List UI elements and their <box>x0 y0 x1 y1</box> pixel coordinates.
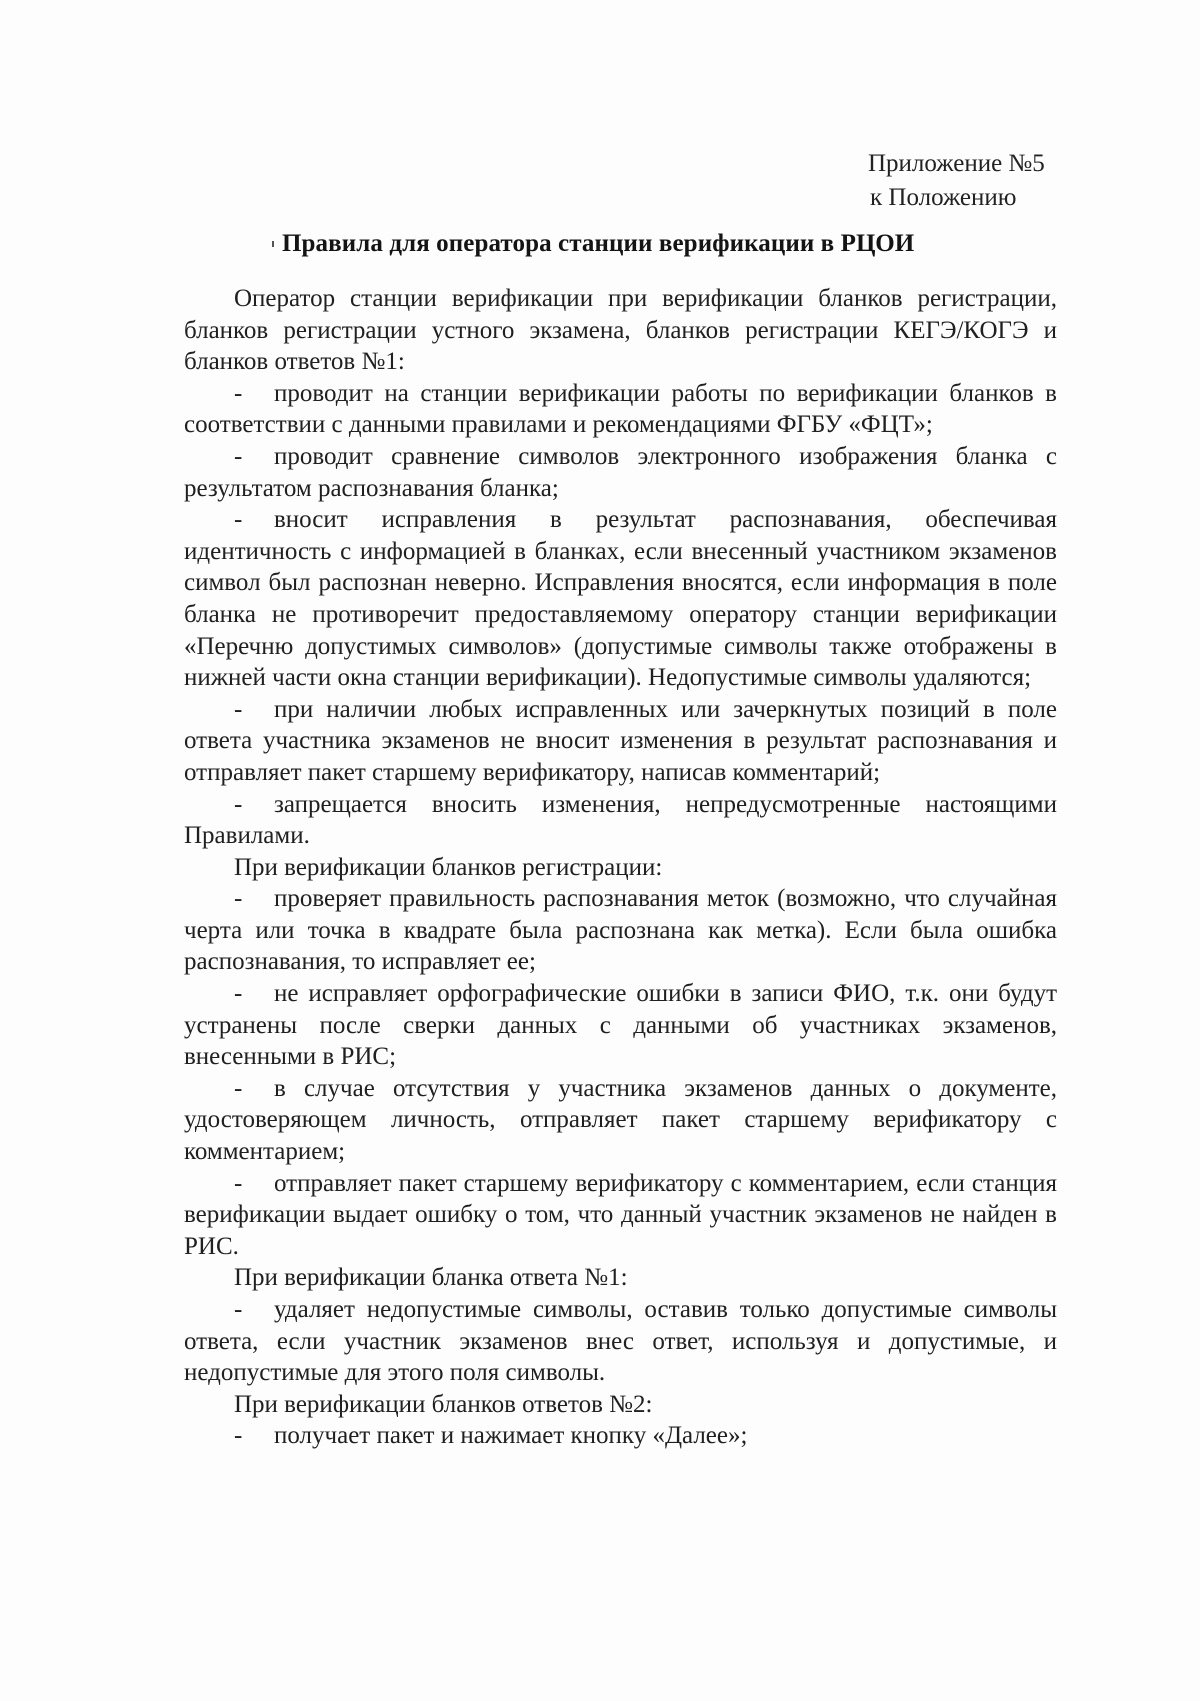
scan-mark <box>272 241 274 247</box>
list-item <box>184 1420 1057 1452</box>
list-item <box>184 378 1057 441</box>
list-item-text: запрещается вносить изменения, непредусмотренные настоящими Правилами. <box>184 790 1057 850</box>
list-item-text: проводит сравнение символов электронного изображения бланка с результатом распознавания бланка; <box>184 442 1057 502</box>
dash-marker: - <box>234 379 243 407</box>
registration-heading: При верификации бланков регистрации: <box>234 853 663 881</box>
dash-marker: - <box>234 980 243 1008</box>
document-title: Правила для оператора станции верификации в РЦОИ <box>282 230 915 257</box>
list-item-text: в случае отсутствия у участника экзаменов данных о документе, удостоверяющем личность, отправляет пакет старшему верификатору с комментарием; <box>184 1074 1057 1166</box>
dash-marker: - <box>234 695 243 723</box>
dash-marker: - <box>234 885 243 913</box>
dash-marker: - <box>234 442 243 470</box>
dash-marker: - <box>234 790 243 818</box>
intro-paragraph: Оператор станции верификации при верификации бланков регистрации, бланков регистрации устного экзамена, бланков регистрации КЕГЭ/КОГЭ и бланков ответов №1: <box>184 285 1057 376</box>
dash-marker: - <box>234 506 243 534</box>
list-item-text: получает пакет и нажимает кнопку «Далее»; <box>274 1422 748 1450</box>
list-item <box>184 978 1057 1073</box>
list-item <box>184 504 1057 694</box>
dash-marker: - <box>234 1296 243 1323</box>
dash-marker: - <box>234 1074 243 1102</box>
answer1-heading: При верификации бланка ответа №1: <box>234 1264 628 1292</box>
list-item-text: вносит исправления в результат распознавания, обеспечивая идентичность с информацией в бланках, если внесенный участником экзаменов символ был распознан неверно. Исправления вносятся, если информация в поле бланка не противоречит предоставляемому оператору станции верификации «Перечню допустимых символов» (допустимые символы также отображены в нижней части окна станции верификации). Недопустимые символы удаляются; <box>184 506 1057 692</box>
list-item-text: проводит на станции верификации работы по верификации бланков в соответствии с данными правилами и рекомендациями ФГБУ «ФЦТ»; <box>184 379 1057 439</box>
list-item-text: отправляет пакет старшему верификатору с комментарием, если станция верификации выдает ошибку о том, что данный участник экзаменов не найден в РИС. <box>184 1169 1057 1260</box>
list-item-text: не исправляет орфографические ошибки в записи ФИО, т.к. они будут устранены после сверки данных с данными об участниках экзаменов, внесенными в РИС; <box>184 980 1057 1071</box>
list-item <box>184 1294 1057 1389</box>
list-item <box>184 1073 1057 1168</box>
list-item <box>184 883 1057 978</box>
appendix-number: Приложение №5 <box>868 150 1045 177</box>
list-item <box>184 1168 1057 1263</box>
dash-marker: - <box>234 1422 243 1450</box>
appendix-reference <box>868 147 1045 215</box>
document-body <box>184 283 1057 1452</box>
list-item <box>184 441 1057 504</box>
dash-marker: - <box>234 1169 243 1197</box>
list-item <box>184 789 1057 852</box>
answer2-heading: При верификации бланков ответов №2: <box>234 1390 653 1418</box>
list-item-text: при наличии любых исправленных или зачеркнутых позиций в поле ответа участника экзаменов не вносит изменения в результат распознавания и отправляет пакет старшему верификатору, написав комментарий; <box>184 695 1057 786</box>
appendix-regulation: к Положению <box>870 184 1017 211</box>
list-item <box>184 694 1057 789</box>
list-item-text: удаляет недопустимые символы, оставив только допустимые символы ответа, если участник экзаменов внес ответ, используя и допустимые, и недопустимые для этого поля символы. <box>184 1296 1057 1387</box>
list-item-text: проверяет правильность распознавания меток (возможно, что случайная черта или точка в квадрате была распознана как метка). Если была ошибка распознавания, то исправляет ее; <box>184 885 1057 976</box>
